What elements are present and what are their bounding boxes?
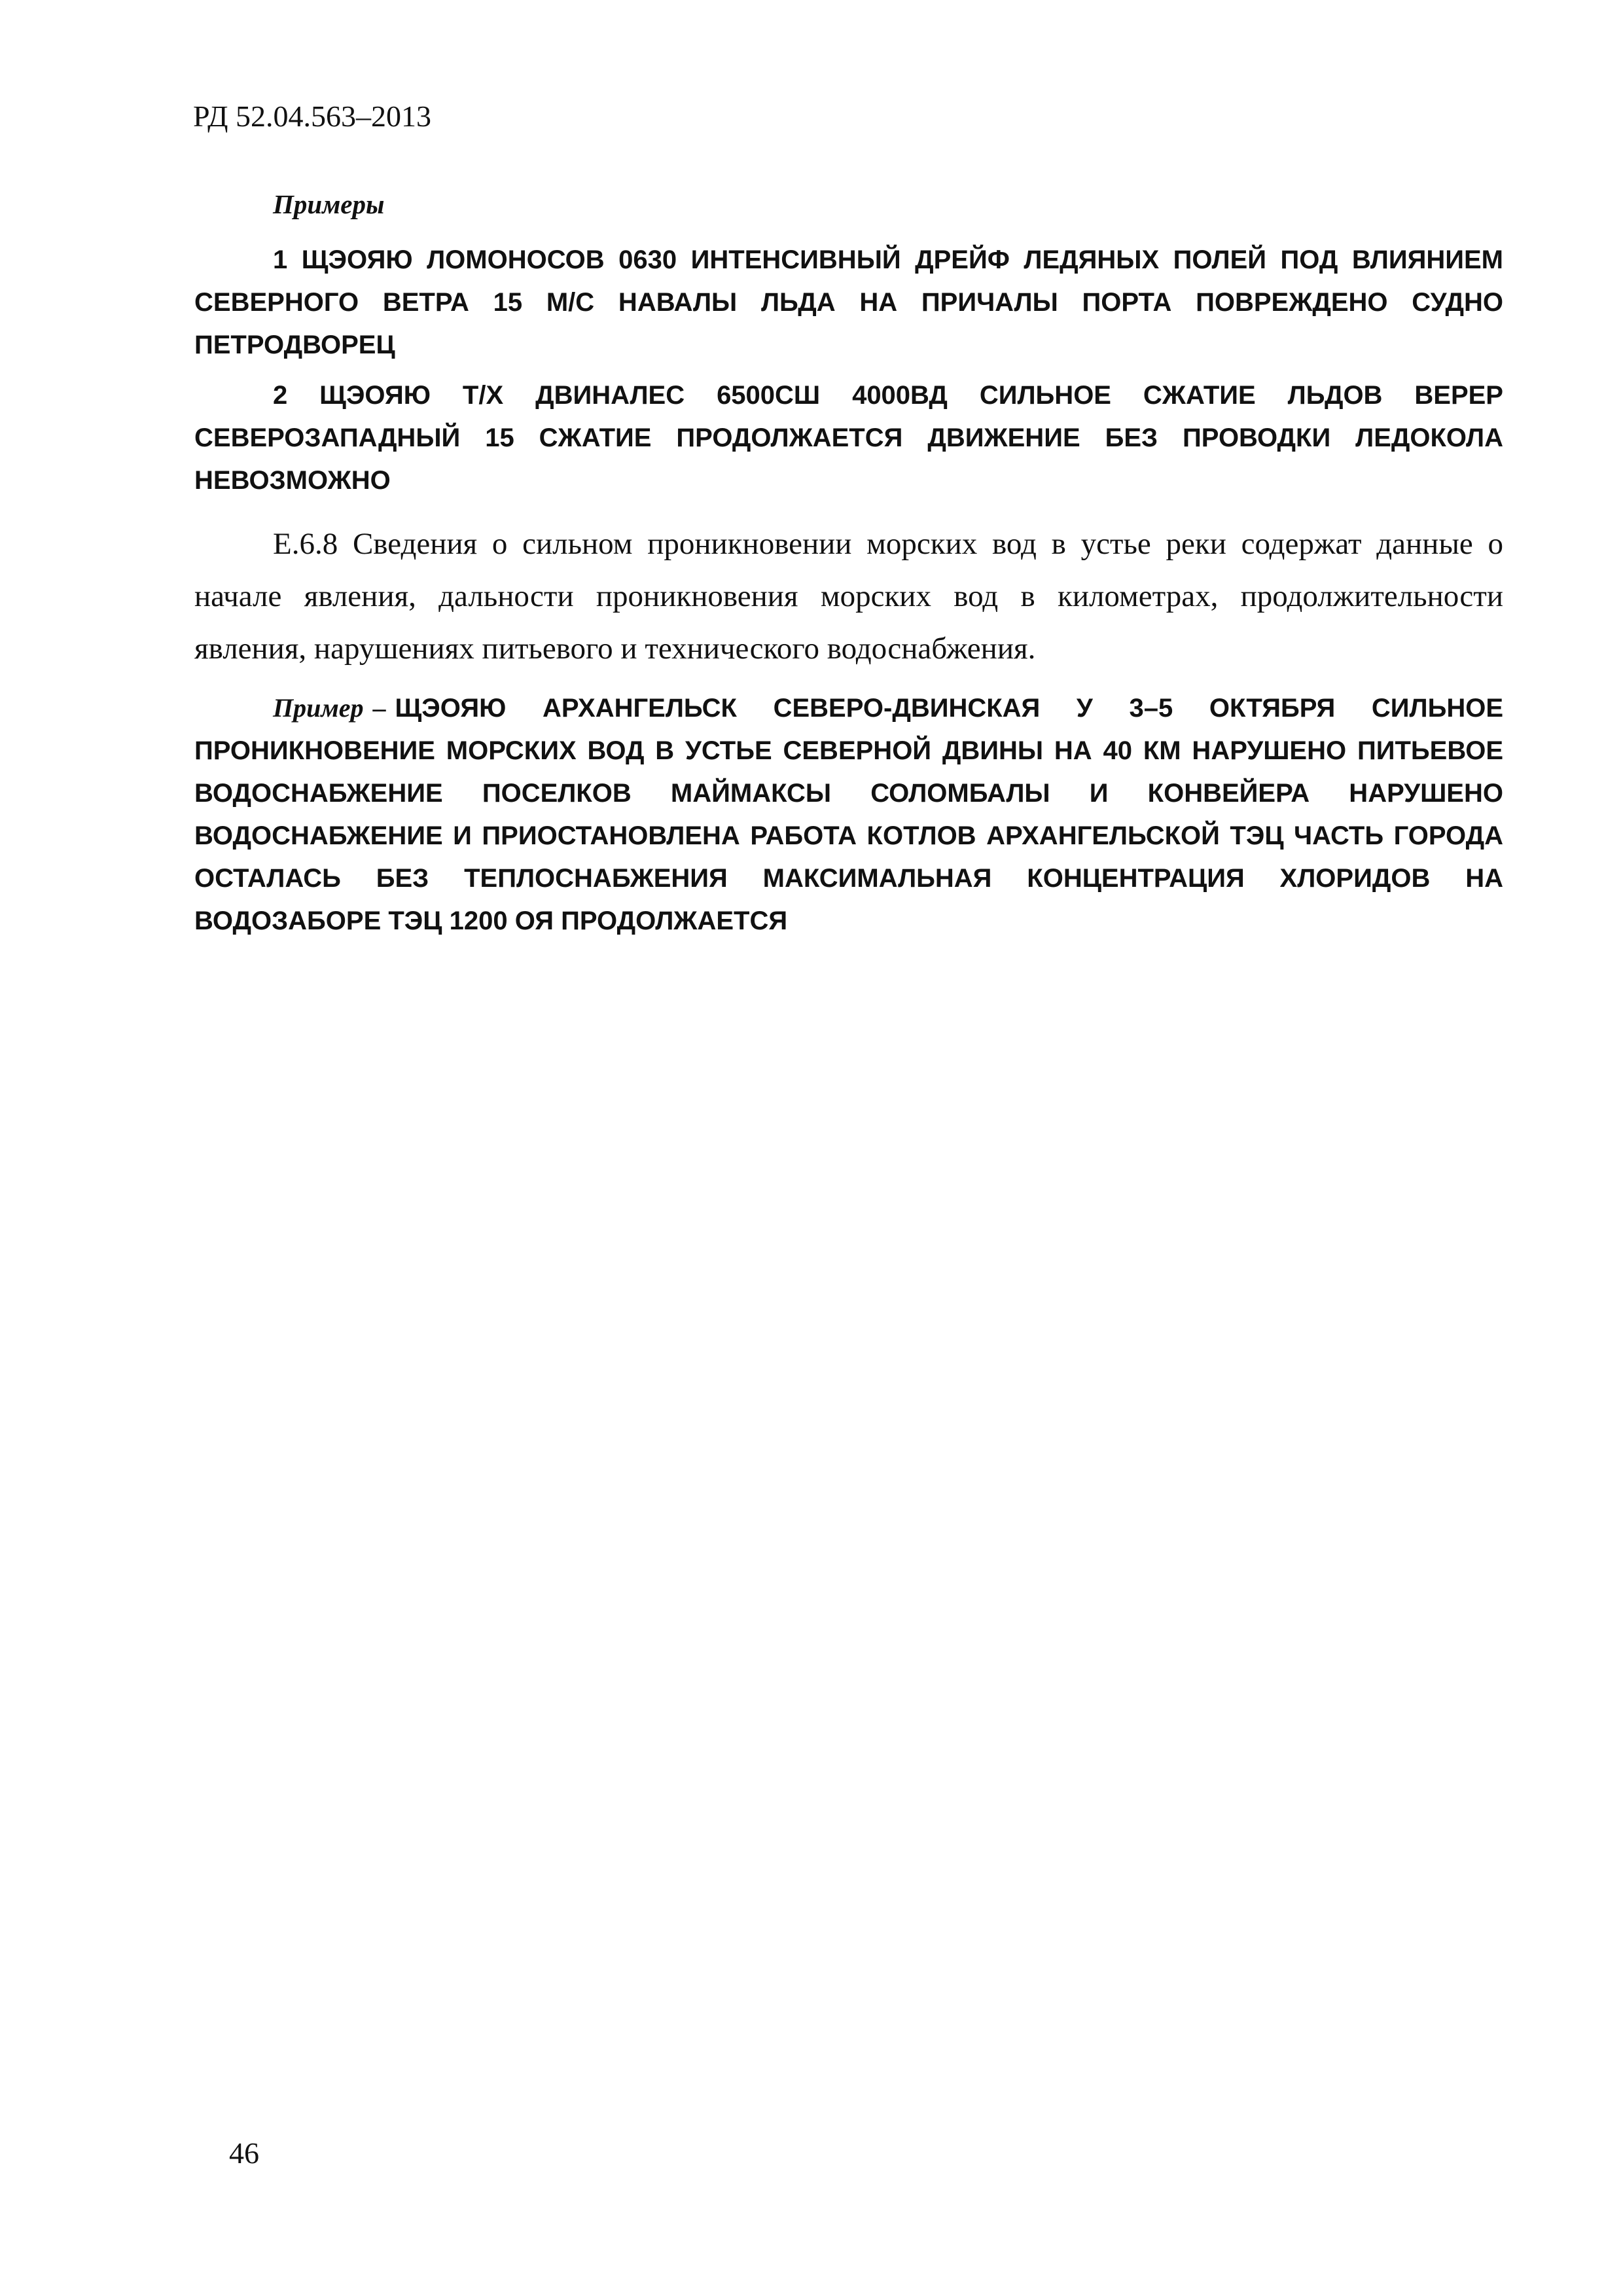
example-message-text: ЩЭОЯЮ АРХАНГЕЛЬСК СЕВЕРО-ДВИНСКАЯ У 3–5 ОКТЯБРЯ СИЛЬНОЕ ПРОНИКНОВЕНИЕ МОРСКИХ ВОД В УСТЬЕ СЕВЕРНОЙ ДВИНЫ НА 40 КМ НАРУШЕНО ПИТЬЕВОЕ ВОДОСНАБЖЕНИЕ ПОСЕЛКОВ МАЙМАКСЫ СОЛОМБАЛЫ И КОНВЕЙЕРА НАРУШЕНО ВОДОСНАБЖЕНИЕ И ПРИОСТАНОВЛЕНА РАБОТА КОТЛОВ АРХАНГЕЛЬСКОЙ ТЭЦ ЧАСТЬ ГОРОДА ОСТАЛАСЬ БЕЗ ТЕПЛОСНАБЖЕНИЯ МАКСИМАЛЬНАЯ КОНЦЕНТРАЦИЯ ХЛОРИДОВ НА ВОДОЗАБОРЕ ТЭЦ 1200 ОЯ ПРОДОЛЖАЕТСЯ xyxy=(194,694,1503,936)
section-paragraph-e-6-8: Е.6.8 Сведения о сильном проникновении морских вод в устье реки содержат данные о начале явления, дальности проникновения морских вод в километрах, продолжительности явления, нарушениях питьевого и технического водоснабжения. xyxy=(194,527,1503,666)
page-content xyxy=(194,187,1503,942)
example-message-2: 2 ЩЭОЯЮ Т/Х ДВИНАЛЕС 6500СШ 4000ВД СИЛЬНОЕ СЖАТИЕ ЛЬДОВ ВЕРЕР СЕВЕРОЗАПАДНЫЙ 15 СЖАТИЕ ПРОДОЛЖАЕТСЯ ДВИЖЕНИЕ БЕЗ ПРОВОДКИ ЛЕДОКОЛА НЕВОЗМОЖНО xyxy=(194,381,1503,495)
examples-heading: Примеры xyxy=(273,189,385,219)
document-code-header: РД 52.04.563–2013 xyxy=(193,99,432,133)
example-message-1: 1 ЩЭОЯЮ ЛОМОНОСОВ 0630 ИНТЕНСИВНЫЙ ДРЕЙФ ЛЕДЯНЫХ ПОЛЕЙ ПОД ВЛИЯНИЕМ СЕВЕРНОГО ВЕТРА 15 М/С НАВАЛЫ ЛЬДА НА ПРИЧАЛЫ ПОРТА ПОВРЕЖДЕНО СУДНО ПЕТРОДВОРЕЦ xyxy=(194,245,1503,360)
example-dash: – xyxy=(372,693,386,723)
page-number: 46 xyxy=(229,2136,259,2170)
example-label: Пример xyxy=(273,693,364,723)
single-example-block xyxy=(194,687,1503,942)
